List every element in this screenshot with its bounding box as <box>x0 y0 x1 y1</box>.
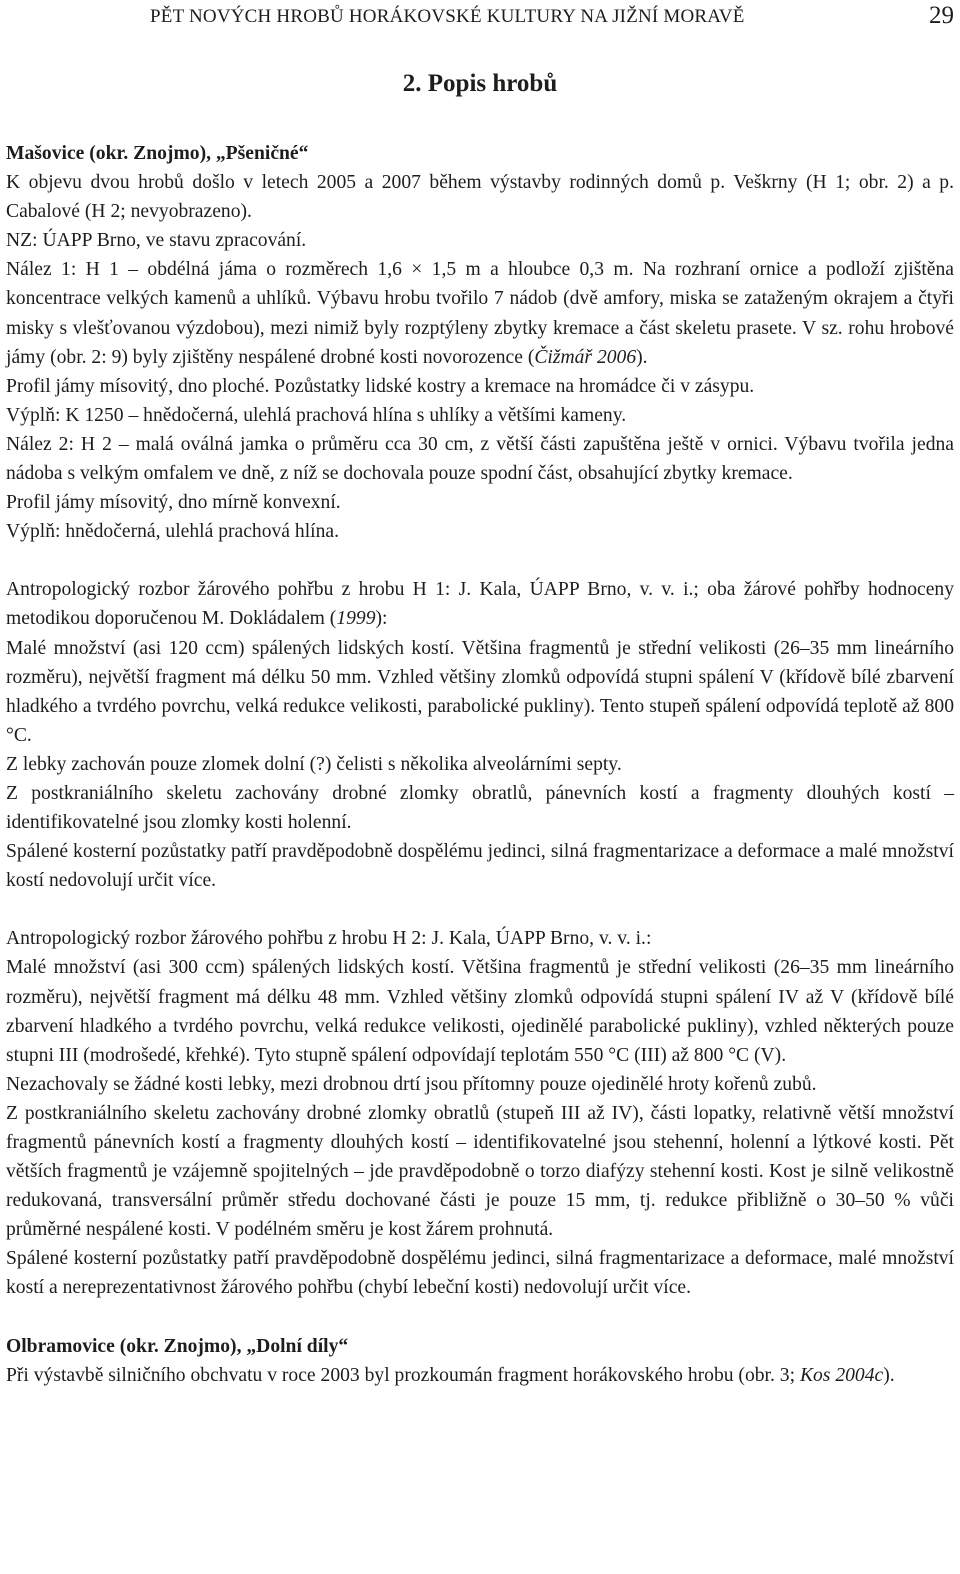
paragraph-fill-1: Výplň: K 1250 – hnědočerná, ulehlá prachová hlína s uhlíky a většími kameny. <box>6 404 627 426</box>
anthro-1-intro-text: Antropologický rozbor žárového pohřbu z hrobu H 1: J. Kala, ÚAPP Brno, v. v. i.; oba žárové pohřby hodnoceny metodikou doporučenou M. Dokládalem ( <box>6 579 954 630</box>
paragraph-gap <box>6 895 954 924</box>
site-heading-masovice: Mašovice (okr. Znojmo), „Pšeničné“ <box>6 143 309 164</box>
paragraph-nz: NZ: ÚAPP Brno, ve stavu zpracování. <box>6 230 307 252</box>
olbramovice-intro-text: Při výstavbě silničního obchvatu v roce 2003 byl prozkoumán fragment horákovského hrobu (obr. 3; <box>6 1364 800 1386</box>
paragraph-anthro-2-postcranial: Z postkraniálního skeletu zachovány drobné zlomky obratlů (stupeň III až IV), části lopatky, relativně větší množství fragmentů pánevních kostí a fragmenty dlouhých kostí – identifikovatelné jsou stehenní, holenní a lýtkové kosti. Pět větších fragmentů je vzájemně spojitelných – jde pravděpodobně o torzo diafýzy stehenní kosti. Kost je silně velikostně redukovaná, transversální průměr středu dochované části je pouze 15 mm, tj. redukce přibližně o 30–50 % vůči průměrné nespálené kosti. V podélném směru je kost žárem prohnutá. <box>6 1102 954 1241</box>
paragraph-gap <box>6 1303 954 1332</box>
paragraph-gap <box>6 546 954 575</box>
paragraph-anthro-1-amount: Malé množství (asi 120 ccm) spálených lidských kostí. Většina fragmentů je střední velikosti (26–35 mm lineárního rozměru), největší fragment má délku 50 mm. Vzhled většiny zlomků odpovídá stupni spálení V (křídově bílé zbarvení hladkého a tvrdého povrchu, velká redukce velikosti, parabolické pukliny). Tento stupeň spálení odpovídá teplotě až 800 °C. <box>6 637 954 746</box>
body-text <box>6 139 954 1390</box>
paragraph-anthro-2-intro: Antropologický rozbor žárového pohřbu z hrobu H 2: J. Kala, ÚAPP Brno, v. v. i.: <box>6 928 652 950</box>
paragraph-fill-2: Výplň: hnědočerná, ulehlá prachová hlína. <box>6 521 339 543</box>
paragraph-olbramovice-intro <box>6 1361 954 1390</box>
paragraph-anthro-1-conclusion: Spálené kosterní pozůstatky patří pravděpodobně dospělému jedinci, silná fragmentarizace a deformace a malé množství kostí nedovolují určit více. <box>6 841 954 892</box>
paragraph-find-1 <box>6 255 954 371</box>
anthro-1-intro-end: ): <box>375 608 388 630</box>
citation-cizmar: Čižmář 2006 <box>534 346 637 368</box>
running-head-title: PĚT NOVÝCH HROBŮ HORÁKOVSKÉ KULTURY NA JIŽNÍ MORAVĚ <box>150 6 745 27</box>
section-title: 2. Popis hrobů <box>402 70 558 97</box>
page-number: 29 <box>929 2 954 29</box>
running-head <box>6 2 954 32</box>
citation-dokladal: 1999 <box>336 608 376 630</box>
paragraph-profile-2: Profil jámy mísovitý, dno mírně konvexní. <box>6 492 341 514</box>
paragraph-anthro-1-skull: Z lebky zachován pouze zlomek dolní (?) čelisti s několika alveolárními septy. <box>6 753 622 775</box>
find-1-text: Nález 1: H 1 – obdélná jáma o rozměrech 1,6 × 1,5 m a hloubce 0,3 m. Na rozhraní ornice a podloží zjištěna koncentrace velkých kamenů a uhlíků. Výbavu hrobu tvořilo 7 nádob (dvě amfory, miska se zataženým okrajem a čtyři misky s vlešťovanou výzdobou), mezi nimiž byly rozptýleny zbytky kremace a část skeletu prasete. V sz. rohu hrobové jámy (obr. 2: 9) byly zjištěny nespálené drobné kosti novorozence ( <box>6 259 954 368</box>
citation-kos: Kos 2004c <box>799 1364 884 1386</box>
paragraph-anthro-1-postcranial: Z postkraniálního skeletu zachovány drobné zlomky obratlů, pánevních kostí a fragmenty dlouhých kostí – identifikovatelné jsou zlomky kosti holenní. <box>6 782 954 834</box>
paragraph-anthro-2-amount: Malé množství (asi 300 ccm) spálených lidských kostí. Většina fragmentů je střední velikosti (26–35 mm lineárního rozměru), největší fragment má délku 48 mm. Vzhled většiny zlomků odpovídá stupni spálení IV až V (křídově bílé zbarvení hladkého a tvrdého povrchu, velká redukce velikosti, ojedinělé parabolické pukliny), vzhled některých pouze stupni III (modrošedé, křehké). Tyto stupně spálení odpovídají teplotám 550 °C (III) až 800 °C (V). <box>6 957 954 1066</box>
paragraph-find-2: Nález 2: H 2 – malá oválná jamka o průměru cca 30 cm, z větší části zapuštěna ještě v ornici. Výbavu tvořila jedna nádoba s velkým omfalem ve dně, z níž se dochovala pouze spodní část, obsahující zbytky kremace. <box>6 433 954 485</box>
paragraph-anthro-2-conclusion: Spálené kosterní pozůstatky patří pravděpodobně dospělému jedinci, silná fragmentarizace a deformace, malé množství kostí a nereprezentativnost žárového pohřbu (chybí lebeční kosti) nedovolují určit více. <box>6 1248 954 1299</box>
paragraph-profile-1: Profil jámy mísovitý, dno ploché. Pozůstatky lidské kostry a kremace na hromádce či v zásypu. <box>6 375 755 397</box>
paragraph-anthro-1-intro <box>6 575 954 633</box>
find-1-text-end: ). <box>636 346 648 368</box>
paragraph-anthro-2-skull: Nezachovaly se žádné kosti lebky, mezi drobnou drtí jsou přítomny pouze ojedinělé hroty kořenů zubů. <box>6 1073 817 1095</box>
olbramovice-intro-end: ). <box>883 1364 895 1386</box>
paragraph-discovery: K objevu dvou hrobů došlo v letech 2005 a 2007 během výstavby rodinných domů p. Veškrny (H 1; obr. 2) a p. Cabalové (H 2; nevyobrazeno). <box>6 172 954 223</box>
site-heading-olbramovice: Olbramovice (okr. Znojmo), „Dolní díly“ <box>6 1335 349 1357</box>
